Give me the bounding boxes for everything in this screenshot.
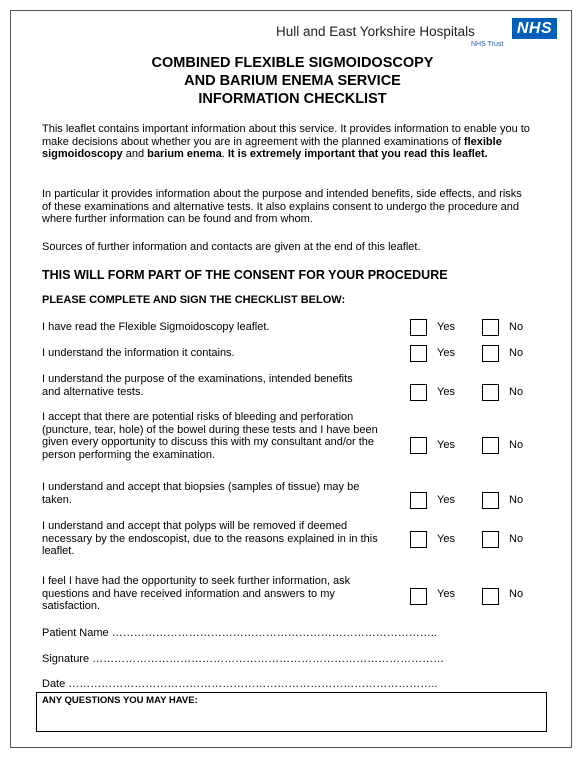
checklist-item-text: I accept that there are potential risks of bleeding and perforation (puncture, tear, hole) of the bowel during these tests and I have been given every opportunity to discuss this with my consultant and/or the person performing the examination. xyxy=(42,411,378,461)
questions-label: ANY QUESTIONS YOU MAY HAVE: xyxy=(42,695,198,706)
no-checkbox[interactable] xyxy=(482,319,499,336)
no-label: No xyxy=(509,533,524,545)
title-line-1: COMBINED FLEXIBLE SIGMOIDOSCOPY xyxy=(151,55,434,71)
title-line-3: INFORMATION CHECKLIST xyxy=(198,91,387,107)
yes-label: Yes xyxy=(437,494,455,506)
date-field[interactable]: Date ……………………………………………………………………………………….. xyxy=(42,678,438,690)
no-checkbox[interactable] xyxy=(482,531,499,548)
no-checkbox[interactable] xyxy=(482,384,499,401)
yes-checkbox[interactable] xyxy=(410,531,427,548)
yes-checkbox[interactable] xyxy=(410,319,427,336)
yes-checkbox[interactable] xyxy=(410,437,427,454)
checklist-item-text: I have read the Flexible Sigmoidoscopy leaflet. xyxy=(42,321,270,333)
checklist-item-text: I understand the information it contains. xyxy=(42,347,235,359)
organisation-name: Hull and East Yorkshire Hospitals xyxy=(276,24,475,39)
no-label: No xyxy=(509,439,524,451)
checklist-item-text: I feel I have had the opportunity to seek further information, ask questions and have received information and answers to my satisfaction. xyxy=(42,575,351,612)
no-label: No xyxy=(509,588,524,600)
yes-checkbox[interactable] xyxy=(410,384,427,401)
no-label: No xyxy=(509,321,524,333)
no-checkbox[interactable] xyxy=(482,345,499,362)
yes-label: Yes xyxy=(437,533,455,545)
yes-checkbox[interactable] xyxy=(410,345,427,362)
nhs-logo: NHS xyxy=(512,18,557,39)
trust-label: NHS Trust xyxy=(471,41,504,48)
yes-label: Yes xyxy=(437,321,455,333)
intro-paragraph-2: In particular it provides information about the purpose and intended benefits, side effects, and risks of these examinations and alternative tests. It also explains consent to undergo the procedure and where further information can be found and from whom. xyxy=(42,188,522,225)
patient-name-field[interactable]: Patient Name …………………………………………………………………………….. xyxy=(42,627,437,639)
checklist-item-text: I understand and accept that polyps will be removed if deemed necessary by the endoscopist, due to the reasons explained in in this leaflet. xyxy=(42,520,378,557)
yes-label: Yes xyxy=(437,386,455,398)
yes-checkbox[interactable] xyxy=(410,588,427,605)
yes-checkbox[interactable] xyxy=(410,492,427,509)
yes-label: Yes xyxy=(437,439,455,451)
checklist-item-text: I understand and accept that biopsies (samples of tissue) may be taken. xyxy=(42,481,360,506)
no-label: No xyxy=(509,386,524,398)
intro-paragraph-1: This leaflet contains important information about this service. It provides information to enable you to make decisions about whether you are in agreement with the planned examinations of flexible sigmoidoscopy and barium enema. It is extremely important that you read this leaflet. xyxy=(42,123,530,160)
no-checkbox[interactable] xyxy=(482,588,499,605)
yes-label: Yes xyxy=(437,347,455,359)
checklist-heading: PLEASE COMPLETE AND SIGN THE CHECKLIST BELOW: xyxy=(42,294,346,306)
no-label: No xyxy=(509,347,524,359)
intro-paragraph-3: Sources of further information and contacts are given at the end of this leaflet. xyxy=(42,241,421,253)
checklist-item-text: I understand the purpose of the examinations, intended benefits and alternative tests. xyxy=(42,373,353,398)
no-checkbox[interactable] xyxy=(482,492,499,509)
consent-heading: THIS WILL FORM PART OF THE CONSENT FOR YOUR PROCEDURE xyxy=(42,268,448,282)
questions-box[interactable] xyxy=(36,692,547,732)
no-checkbox[interactable] xyxy=(482,437,499,454)
no-label: No xyxy=(509,494,524,506)
yes-label: Yes xyxy=(437,588,455,600)
signature-field[interactable]: Signature …………………………………………………………………………………… xyxy=(42,653,445,665)
title-line-2: AND BARIUM ENEMA SERVICE xyxy=(184,73,401,89)
